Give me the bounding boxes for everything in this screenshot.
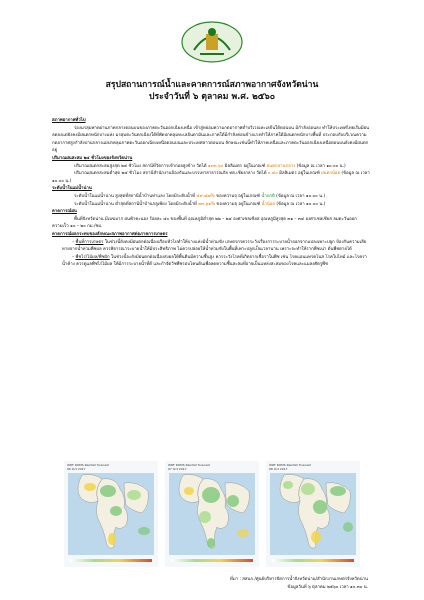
report-body	[52, 117, 370, 269]
footer-source: ที่มา : สสนก./ศูนย์บริหารจัดการน้ำจังหวัดน่าน/สำนักงานเกษตรจังหวัดน่าน	[230, 577, 368, 582]
water-min-value: ๓๓.๖๑%	[198, 201, 216, 207]
rain-map-icon	[64, 461, 158, 567]
water-max-mid: ของความจุ อยู่ในเกณฑ์	[216, 193, 260, 199]
water-max-pre: ระดับน้ำในแม่น้ำน่าน สูงสุดที่สถานีน้ำบ้านท่าแลง โดยมีระดับน้ำที่	[74, 193, 195, 199]
impact-item-agriculture-label: พื้นที่การเกษตร	[75, 239, 104, 245]
impact-item-crops: – พืชไร่/ไม้ผล/พืชผัก ในช่วงนี้จะยังมีฝนตกต่อเนื่องส่งผลให้พื้นดินมีความชื้นสูง ควรระวังโรคที่เกิดจากเชื้อราในพืช เช่น โรคแอนแทรคโนส โรคใบไหม้ และโรคราน้ำค้าง ควรดูแลพืชไร่ไม้ผล ให้มีการระบายน้ำที่ดี และกำจัดวัชพืชรอบโคนต้นเพื่อลดความชื้นสะสมที่อาจเป็นแหล่งสะสมของโรคและแมลงศัตรูพืช	[62, 254, 367, 268]
section-heading-impact: คาดการณ์ผลกระทบของลักษณะสภาพอากาศต่อภาคการเกษตร	[52, 231, 168, 237]
rain-max-value: ๑๓๓.๖๐	[207, 163, 224, 169]
water-max-value: ๕๙.๘๗%	[196, 193, 215, 199]
rain-min-value: ๐.๔๐	[267, 171, 278, 177]
section-heading-water-level: ระดับน้ำในแม่น้ำน่าน	[52, 186, 92, 192]
rain-max-post: (ข้อมูล ณ เวลา ๑๐.๐๐ น.)	[296, 163, 346, 169]
report-date: ประจำวันที่ ๖ ตุลาคม พ.ศ. ๒๕๖๐	[149, 92, 275, 102]
weather-general-text: ร่องมรสุมพาดผ่านภาคกลางตอนบนของภาคตะวันออกเฉียงเหนือ เข้าสู่หย่อมความกดอากาศต่ำบริเวณทะเลจีนใต้ตอนบน มีกำลังอ่อนลง ทำให้ประเทศไทยเริ่มมีฝนลดลงแต่ยังคงมีฝนตกหนักบางแห่ง มรสุมตะวันตกเฉียงใต้ที่พัดปกคลุมทะเลอันดามันและภาคใต้มีกำลังค่อนข้างแรงทำให้ภาคใต้มีฝนตกหนักบางพื้นที่ ประกอบกับบริเวณความกดอากาศสูงกำลังปานกลางแผ่ปกคลุมภาคตะวันออกเฉียงเหนือตอนบนและประเทศลาวตอนบน ลักษณะเช่นนี้ทำให้ภาคเหนือและภาคตะวันออกเฉียงเหนือตอนบนยังคงมีฝนตกอยู่	[52, 125, 370, 154]
water-max-level: น้ำปกติ	[261, 193, 275, 199]
department-logo	[180, 20, 244, 64]
map-date: 06 Oct 2017	[67, 467, 86, 471]
rain-map-icon	[165, 461, 259, 567]
map-date: 08 Oct 2017	[269, 467, 288, 471]
map-date: 07 Oct 2017	[168, 467, 187, 471]
rain-min-level: ฝนตกน้อย	[321, 171, 341, 177]
section-heading-weather: สภาพอากาศทั่วไป	[52, 118, 86, 123]
forecast-map-2	[165, 461, 259, 567]
rain-max-mid: มิลลิเมตร อยู่ในเกณฑ์	[224, 163, 266, 169]
page-title: สรุปสถานการณ์น้ำและคาดการณ์สภาพอากาศจังหวัดน่าน	[105, 80, 319, 90]
impact-item-crops-text: ในช่วงนี้จะยังมีฝนตกต่อเนื่องส่งผลให้พื้นดินมีความชื้นสูง ควรระวังโรคที่เกิดจากเชื้อราในพืช เช่น โรคแอนแทรคโนส โรคใบไหม้ และโรคราน้ำค้าง ควรดูแลพืชไร่ไม้ผล ให้มีการระบายน้ำที่ดี และกำจัดวัชพืชรอบโคนต้นเพื่อลดความชื้นสะสมที่อาจเป็นแหล่งสะสมของโรคและแมลงศัตรูพืช	[62, 254, 367, 268]
rain-max-line	[52, 163, 370, 171]
water-min-level: น้ำน้อย	[261, 201, 275, 207]
impact-item-agriculture: – พื้นที่การเกษตร ในช่วงนี้ยังคงมีฝนตกต่อเนื่องเกือบทั่วไปทำให้บางแห่งมีน้ำท่วมขัง เกษตรกรควรระวังเรื่องการระบายน้ำออกจากแปลงเพาะปลูก ป้องกันความเสียหายจากน้ำท่วมพืชผล ควรพิจารณาระบายน้ำให้มีประสิทธิภาพ ไม่ควรปล่อยให้น้ำท่วมขังในพื้นที่เพาะปลูกเป็นเวลานาน เพราะจะทำให้รากพืชเน่า ต้นพืชตายได้	[62, 239, 367, 253]
forecast-maps	[64, 461, 360, 567]
impact-item-crops-label: พืชไร่/ไม้ผล/พืชผัก	[75, 254, 110, 260]
section-heading-rain: ปริมาณฝนสะสม ๒๔ ชั่วโมงของจังหวัดน่าน	[52, 155, 133, 161]
water-min-pre: ระดับน้ำในแม่น้ำน่าน ต่ำสุดที่สถานีน้ำบ้านกลูเพียง โดยมีระดับน้ำที่	[74, 201, 197, 207]
map-label: WRF ROMS Rainfall forecast	[168, 463, 210, 467]
water-min-line	[52, 201, 370, 209]
section-heading-forecast: คาดการณ์ฝน	[52, 209, 77, 215]
map-label: WRF ROMS Rainfall forecast	[269, 463, 311, 467]
rain-max-level: ฝนตกปานกลาง	[266, 163, 296, 169]
impact-item-agriculture-text: ในช่วงนี้ยังคงมีฝนตกต่อเนื่องเกือบทั่วไปทำให้บางแห่งมีน้ำท่วมขัง เกษตรกรควรระวังเรื่องการระบายน้ำออกจากแปลงเพาะปลูก ป้องกันความเสียหายจากน้ำท่วมพืชผล ควรพิจารณาระบายน้ำให้มีประสิทธิภาพ ไม่ควรปล่อยให้น้ำท่วมขังในพื้นที่เพาะปลูกเป็นเวลานาน เพราะจะทำให้รากพืชเน่า ต้นพืชตายได้	[62, 239, 367, 253]
rain-max-pre: ปริมาณฝนตกสะสมสูงสุด ๒๔ ชั่วโมง สถานีที่วัดการเข้าถอยสูงข้าง วัดได้	[74, 163, 207, 169]
water-min-mid: ของความจุ อยู่ในเกณฑ์	[216, 201, 261, 207]
forecast-map-1	[64, 461, 158, 567]
footer-updated: ข้อมูลวันที่ ๖ ตุลาคม ๒๕๖๐ เวลา ๑๐.๓๐ น.	[287, 585, 368, 590]
water-min-post: (ข้อมูล ณ เวลา ๑๐.๐๐ น.)	[276, 201, 326, 207]
rain-min-post: (ข้อมูล ณ เวลา ๑๐.๐๐ น.)	[52, 171, 370, 184]
water-max-post: (ข้อมูล ณ เวลา ๑๐.๐๐ น.)	[276, 193, 326, 199]
rain-map-icon	[266, 461, 360, 567]
rain-min-pre: ปริมาณฝนตกสะสมต่ำสุด ๒๔ ชั่วโมง สถานีสำนักงานป้องกันและบรรเทาสาธารณภัย ทต.เชียงกลาง วัดได้	[74, 171, 267, 177]
rain-min-mid: มิลลิเมตร อยู่ในเกณฑ์	[279, 171, 320, 177]
map-label: WRF ROMS Rainfall forecast	[67, 463, 109, 467]
forecast-text: พื้นที่จังหวัดน่าน มีเมฆมาก ฝนฟ้าคะนอง ร้อยละ ๔๐ ของพื้นที่ อุณหภูมิต่ำสุด ๒๒ – ๒๔ องศาเซลเซียส อุณหภูมิสูงสุด ๓๑ – ๓๔ องศาเซลเซียส ลมตะวันออก ความเร็ว ๑๐ – ๒๐ กม./ชม.	[52, 216, 357, 230]
logo-emblem-icon	[180, 20, 244, 64]
forecast-map-3	[266, 461, 360, 567]
rain-min-line	[52, 170, 370, 185]
water-max-line	[52, 193, 370, 201]
